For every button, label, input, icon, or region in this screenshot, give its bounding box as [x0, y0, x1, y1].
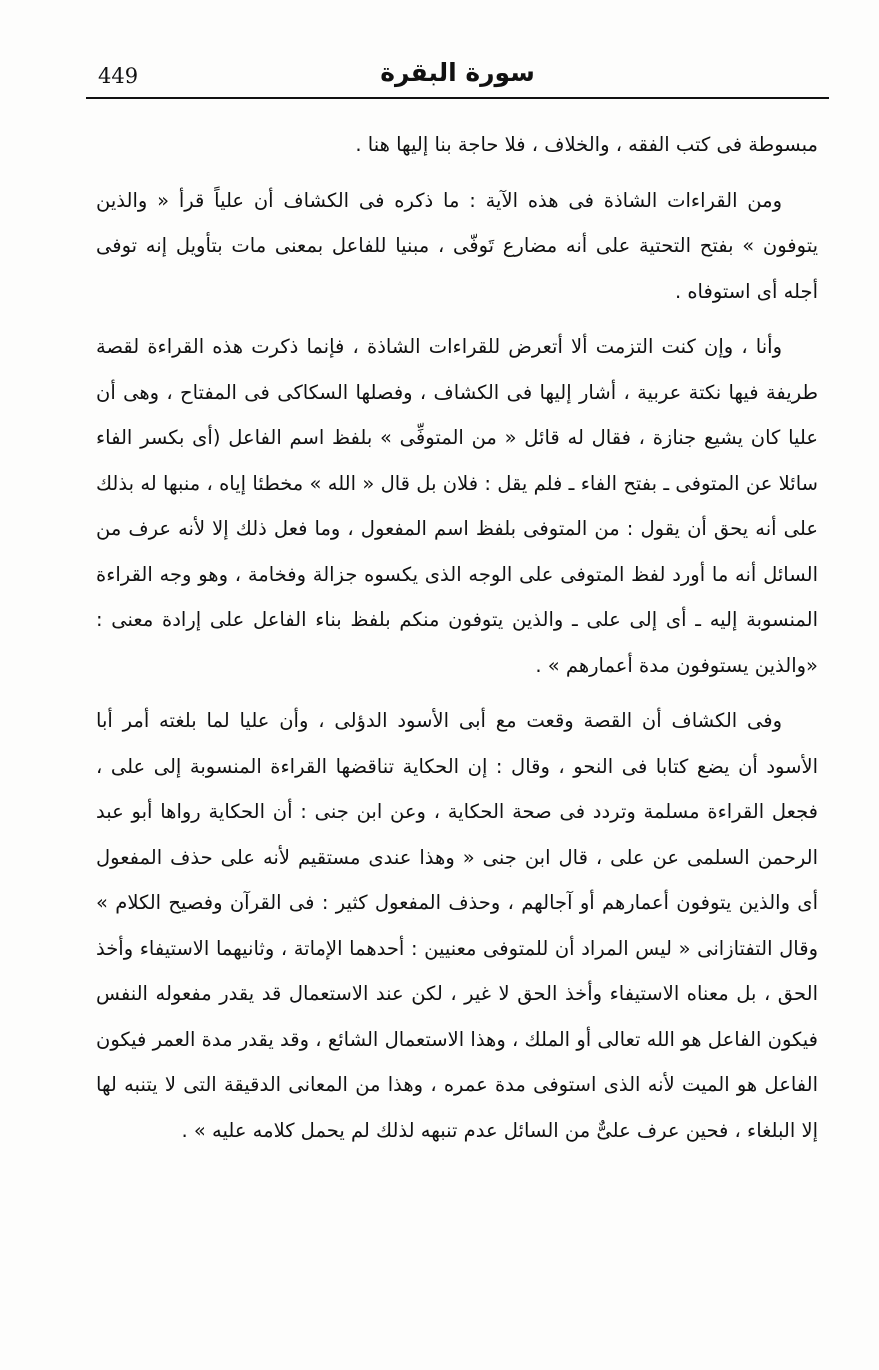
paragraph-2: ومن القراءات الشاذة فى هذه الآية : ما ذكره فى الكشاف أن علياً قرأ « والذين يتوفون » بفتح التحتية على أنه مضارع تَوفّى ، مبنيا للفاعل بمعنى مات بتأويل إنه توفى أجله أى استوفاه .: [96, 188, 818, 303]
header-rule: [86, 97, 829, 99]
paragraph-1: مبسوطة فى كتب الفقه ، والخلاف ، فلا حاجة بنا إليها هنا .: [355, 133, 818, 156]
page-number: 449: [98, 64, 139, 88]
paragraph-4: وفى الكشاف أن القصة وقعت مع أبى الأسود الدؤلى ، وأن عليا لما بلغته أمر أبا الأسود أن يضع كتابا فى النحو ، وقال : إن الحكاية تناقضها القراءة المنسوبة إلى على ، فجعل القراءة مسلمة وتردد فى صحة الحكاية ، وعن ابن جنى : أن الحكاية رواها أبو عبد الرحمن السلمى عن على ، قال ابن جنى « وهذا عندى مستقيم لأنه على حذف المفعول أى والذين يتوفون أعمارهم أو آجالهم ، وحذف المفعول كثير : فى القرآن وفصيح الكلام » وقال التفتازانى « ليس المراد أن للمتوفى معنيين : أحدهما الإماتة ، وثانيهما الاستيفاء وأخذ الحق ، بل معناه الاستيفاء وأخذ الحق لا غير ، لكن عند الاستعمال قد يقدر مفعوله النفس فيكون الفاعل هو الله تعالى أو الملك ، وهذا الاستعمال الشائع ، وقد يقدر مدة العمر فيكون الفاعل هو الميت لأنه الذى استوفى مدة عمره ، وهذا من المعانى الدقيقة التى لا يتنبه لها إلا البلغاء ، فحين عرف علىٌّ من السائل عدم تنبهه لذلك لم يحمل كلامه عليه » .: [96, 709, 818, 1142]
chapter-title: سورة البقرة: [380, 58, 535, 87]
page-body: [96, 122, 818, 1153]
page-header: [86, 52, 829, 98]
paragraph-3: وأنا ، وإن كنت التزمت ألا أتعرض للقراءات الشاذة ، فإنما ذكرت هذه القراءة لقصة طريفة فيها نكتة عربية ، أشار إليها فى الكشاف ، وفصلها السكاكى فى المفتاح ، وهى أن عليا كان يشيع جنازة ، فقال له قائل « من المتوفِّى » بلفظ اسم الفاعل (أى بكسر الفاء سائلا عن المتوفى ـ بفتح الفاء ـ فلم يقل : فلان بل قال « الله » مخطئا إياه ، منبها له بذلك على أنه يحق أن يقول : من المتوفى بلفظ اسم المفعول ، وما فعل ذلك إلا لأنه عرف من السائل أنه ما أورد لفظ المتوفى على الوجه الذى يكسوه جزالة وفخامة ، وهو وجه القراءة المنسوبة إليه ـ أى إلى على ـ والذين يتوفون منكم بلفظ بناء الفاعل على إرادة معنى : «والذين يستوفون مدة أعمارهم » .: [96, 335, 818, 677]
